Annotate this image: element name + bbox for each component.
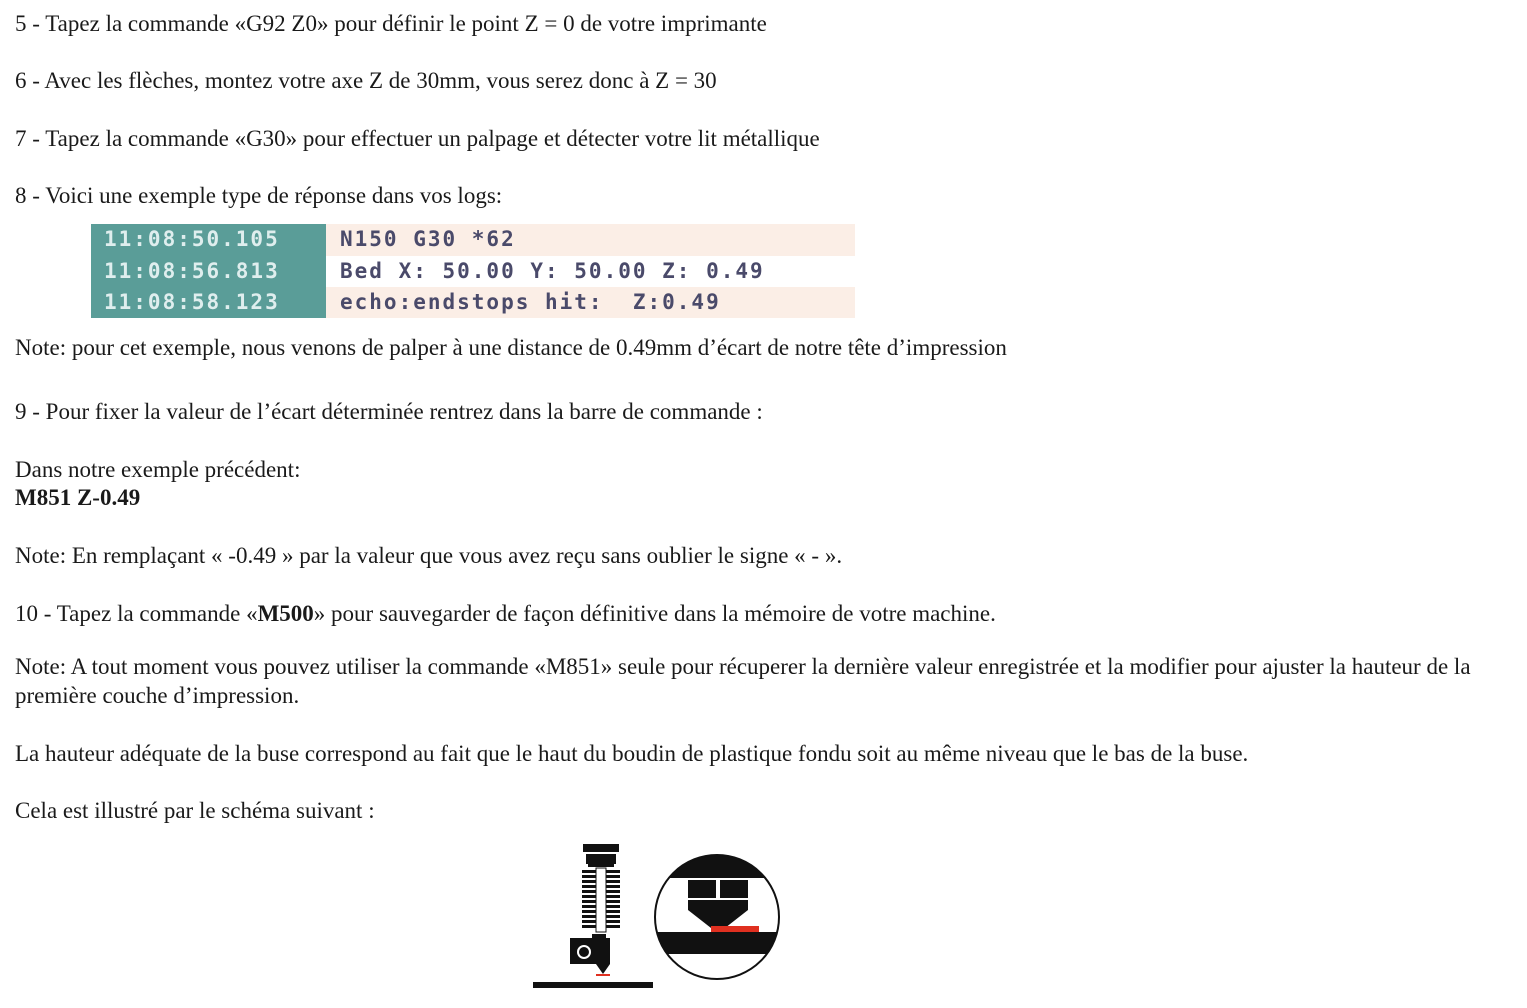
step-10-suffix: » pour sauvegarder de façon définitive dans la mémoire de votre machine. xyxy=(313,601,996,626)
log-message: N150 G30 *62 xyxy=(326,224,855,256)
log-excerpt xyxy=(91,224,855,318)
log-timestamp: 11:08:56.813 xyxy=(91,256,326,287)
nozzle-zoom-circle xyxy=(650,850,790,979)
step-8: 8 - Voici une exemple type de réponse dans vos logs: xyxy=(15,183,503,208)
log-timestamp: 11:08:50.105 xyxy=(91,224,326,256)
step-6: 6 - Avec les flèches, montez votre axe Z de 30mm, vous serez donc à Z = 30 xyxy=(15,68,717,93)
hotend-illustration xyxy=(533,844,653,988)
step-10 xyxy=(15,599,996,628)
note-m851: Note: A tout moment vous pouvez utiliser la commande «M851» seule pour récuperer la dernière valeur enregistrée et la modifier pour ajuster la hauteur de la première couche d’impression. xyxy=(15,654,1471,708)
log-row xyxy=(91,287,855,318)
note-sign: Note: En remplaçant « -0.49 » par la valeur que vous avez reçu sans oublier le signe « - ». xyxy=(15,543,843,568)
example-command xyxy=(15,483,140,512)
step-9: 9 - Pour fixer la valeur de l’écart déterminée rentrez dans la barre de commande : xyxy=(15,399,763,424)
log-message: echo:endstops hit: Z:0.49 xyxy=(326,287,855,318)
paragraph-schema-intro: Cela est illustré par le schéma suivant : xyxy=(15,798,375,823)
step-7: 7 - Tapez la commande «G30» pour effectuer un palpage et détecter votre lit métallique xyxy=(15,126,820,151)
log-row xyxy=(91,256,855,287)
log-timestamp: 11:08:58.123 xyxy=(91,287,326,318)
example-intro: Dans notre exemple précédent: xyxy=(15,457,301,482)
log-row xyxy=(91,224,855,256)
step-5: 5 - Tapez la commande «G92 Z0» pour définir le point Z = 0 de votre imprimante xyxy=(15,11,767,36)
step-10-command: M500 xyxy=(257,601,314,626)
paragraph-nozzle-height: La hauteur adéquate de la buse correspond au fait que le haut du boudin de plastique fondu soit au même niveau que le bas de la buse. xyxy=(15,741,1249,766)
example-command-text: M851 Z-0.49 xyxy=(15,485,141,510)
note-probe-distance: Note: pour cet exemple, nous venons de palper à une distance de 0.49mm d’écart de notre tête d’impression xyxy=(15,335,1007,360)
step-10-prefix: 10 - Tapez la commande « xyxy=(15,601,258,626)
nozzle-height-diagram xyxy=(530,842,790,992)
log-message: Bed X: 50.00 Y: 50.00 Z: 0.49 xyxy=(326,256,855,287)
